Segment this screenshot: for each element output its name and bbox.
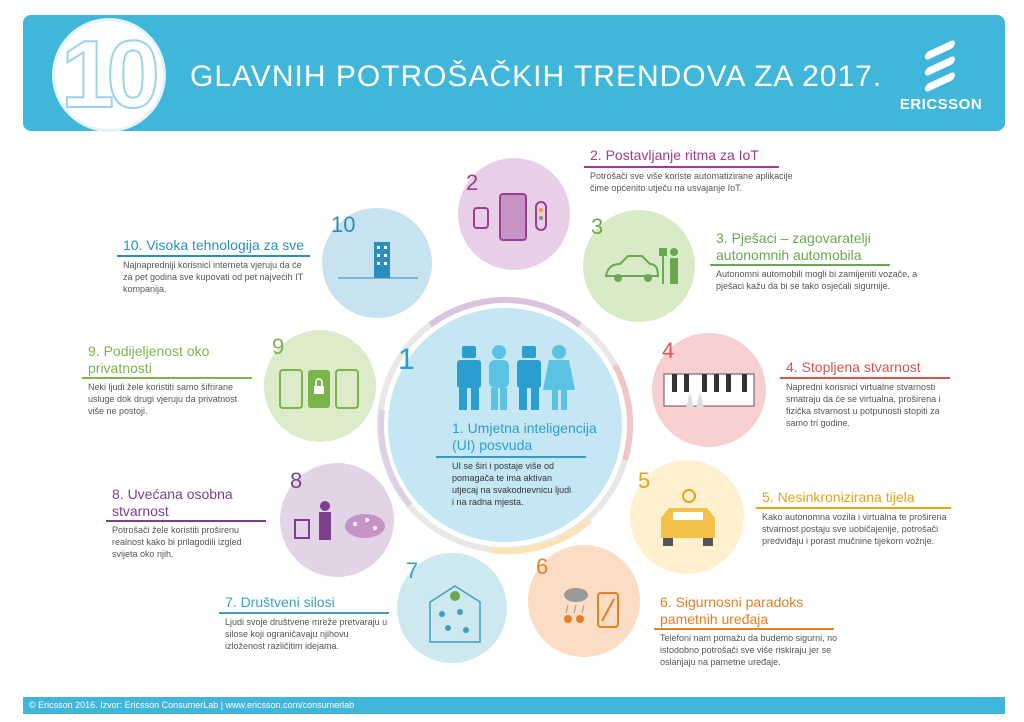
trend-4-rule: [780, 377, 950, 379]
trend-10-desc: Najnapredniji korisnici interneta vjeruju da će za pet godina sve kupovati od pet najvećih IT kompanija.: [123, 260, 303, 294]
dizzy-car-icon: [655, 488, 721, 550]
badge-number: 10: [61, 21, 152, 128]
piano-hands-icon: [662, 372, 756, 412]
trend-8-number: 8: [290, 468, 303, 493]
footer-bar: [23, 697, 1005, 714]
car-and-pedestrian-icon: [604, 244, 682, 288]
trend-2-rule: [584, 166, 779, 168]
trend-6-title: 6. Sigurnosni paradoks pametnih uređaja: [660, 594, 804, 627]
trend-2-desc: Potrošači sve više koriste automatizirane aplikacije čime općenito utječu na usvajanje IoT.: [590, 171, 793, 193]
footer-text: © Ericsson 2016. Izvor: Ericsson ConsumerLab | www.ericsson.com/consumerlab: [29, 700, 355, 710]
trend-3-rule: [710, 264, 890, 266]
trend-6-rule: [654, 628, 834, 630]
trend-5-title: 5. Nesinkronizirana tijela: [762, 489, 915, 505]
trend-7-rule: [219, 612, 389, 614]
trend-7-number: 7: [406, 558, 419, 583]
robots-and-people-icon: [448, 342, 578, 414]
page-title: GLAVNIH POTROŠAČKIH TRENDOVA ZA 2017.: [190, 60, 883, 93]
trend-6-number: 6: [536, 554, 549, 579]
trend-6-desc: Telefoni nam pomažu da budemo sigurni, no istodobno potrošači sve više riskiraju jer se oslanjaju na pametne uređaje.: [660, 633, 838, 667]
trend-7-desc: Ljudi svoje društvene mreže pretvaraju u silose koji ograničavaju njihovu izloženost različitim idejama.: [225, 617, 388, 651]
trend-2-title: 2. Postavljanje ritma za IoT: [590, 147, 759, 163]
trend-9-title: 9. Podijeljenost oko privatnosti: [88, 343, 210, 376]
trend-10-title: 10. Visoka tehnologija za sve: [123, 237, 305, 253]
trend-1-number: 1: [398, 343, 415, 376]
trend-2-number: 2: [466, 170, 479, 195]
trend-3-title: 3. Pješaci – zagovaratelji autonomnih automobila: [716, 230, 871, 263]
phone-storm-icon: [558, 585, 624, 633]
locked-phones-icon: [278, 366, 362, 412]
trend-8-title: 8. Uvećana osobna stvarnost: [112, 486, 233, 519]
trend-8-rule: [106, 520, 266, 522]
trend-5-desc: Kako autonomna vozila i virtualna te proširena stvarnost postaju sve uobičajenije, potrošači predviđaju i porast mučnine tijekom vožnje.: [762, 512, 947, 546]
trend-10-number: 10: [331, 212, 356, 237]
trend-9-number: 9: [272, 334, 285, 359]
trend-5-rule: [756, 507, 951, 509]
trend-3-desc: Autonomni automobili mogli bi zamijeniti vozače, a pješaci kažu da bi se tako osjećali sigurnije.: [716, 269, 918, 291]
trend-9-desc: Neki ljudi žele koristiti samo šifrirane usluge dok drugi vjeruju da privatnost više ne postoji.: [88, 382, 238, 416]
augmented-person-icon: [293, 496, 389, 544]
trend-4-desc: Napredni korisnici virtualne stvarnosti smatraju da će se virtualna, proširena i fizička stvarnost u potpunosti stopiti za samo tri godine.: [786, 382, 941, 428]
trend-9-rule: [82, 377, 252, 379]
trend-8-desc: Potrošači žele koristiti proširenu realnost kako bi prilagodili izgled svijeta oko njih.: [112, 525, 242, 559]
tech-tower-icon: [336, 240, 420, 286]
trend-1-title: 1. Umjetna inteligencija (UI) posvuda: [452, 420, 597, 453]
trend-4-title: 4. Stopljena stvarnost: [786, 359, 921, 375]
smart-devices-icon: [472, 192, 554, 244]
social-silo-icon: [428, 584, 482, 644]
logo-text: ERICSSON: [899, 96, 983, 113]
ericsson-logo: [893, 40, 989, 120]
ten-badge: [52, 18, 166, 132]
trend-4-number: 4: [662, 338, 675, 363]
trend-3-number: 3: [591, 214, 604, 239]
trend-7-title: 7. Društveni silosi: [225, 594, 335, 610]
trend-10-rule: [117, 255, 310, 257]
trend-1-rule: [436, 456, 586, 458]
trend-5-number: 5: [638, 468, 651, 493]
trend-1-desc: UI se širi i postaje više od pomagača te ima aktivan utjecaj na svakodnevnicu ljudi i na radna mjesta.: [452, 461, 572, 507]
